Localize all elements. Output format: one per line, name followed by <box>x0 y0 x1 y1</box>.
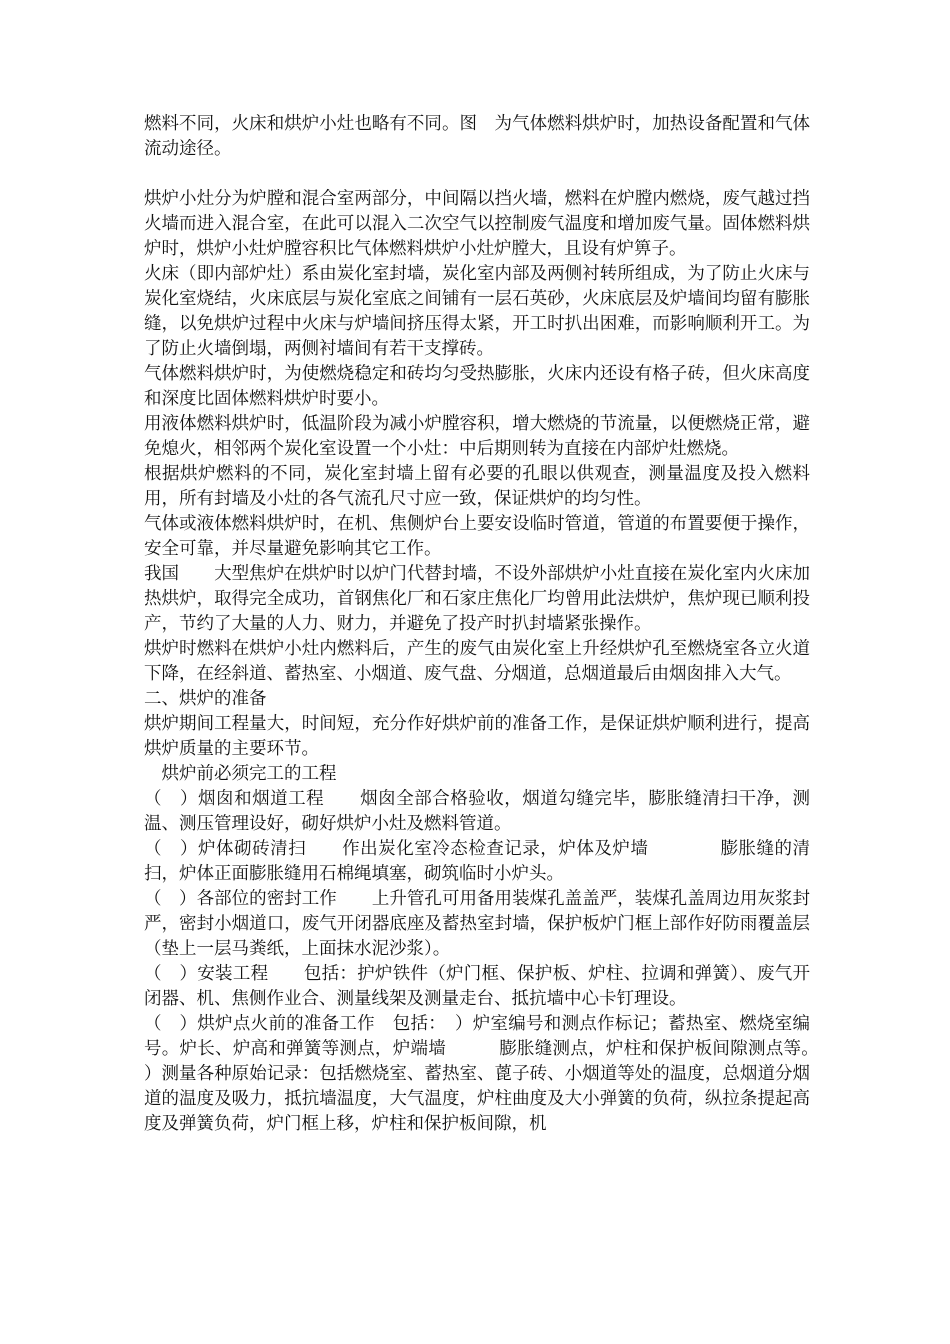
list-item-chimney-flue: （ ）烟囱和烟道工程 烟囱全部合格验收，烟道勾缝完毕，膨胀缝清扫干净，测温、测压管理设好，砌好烘炉小灶及燃料管道。 <box>144 789 810 834</box>
paragraph-spacer <box>144 162 810 187</box>
subheading-required-work: 烘炉前必须完工的工程 <box>144 764 337 784</box>
paragraph-domestic-practice: 我国 大型焦炉在烘炉时以炉门代替封墙，不设外部烘炉小灶直接在炭化室内火床加热烘炉，取得完全成功，首钢焦化厂和石家庄焦化厂均曾用此法烘炉，焦炉现已顺利投产，节约了大量的人力、财力，并避免了投产时扒封墙紧张操作。 <box>144 564 810 634</box>
list-item-sealing-work: （ ）各部位的密封工作 上升管孔可用备用装煤孔盖盖严，装煤孔盖周边用灰浆封严，密封小烟道口，废气开闭器底座及蓄热室封墙，保护板炉门框上部作好防雨覆盖层（垫上一层马粪纸，上面抹水泥沙浆）。 <box>144 889 810 959</box>
list-item-masonry-cleaning: （ ）炉体砌砖清扫 作出炭化室冷态检查记录，炉体及炉墙 膨胀缝的清扫，炉体正面膨胀缝用石棉绳填塞，砌筑临时小炉头。 <box>144 839 810 884</box>
paragraph-stove-structure: 烘炉小灶分为炉膛和混合室两部分，中间隔以挡火墙，燃料在炉膛内燃烧，废气越过挡火墙而进入混合室，在此可以混入二次空气以控制废气温度和增加废气量。固体燃料烘炉时，烘炉小灶炉膛容积比气体燃料烘炉小灶炉膛大，且设有炉箅子。 <box>144 189 810 259</box>
paragraph-preparation-intro: 烘炉期间工程量大，时间短，充分作好烘炉前的准备工作，是保证烘炉顺利进行，提高烘炉质量的主要环节。 <box>144 714 810 759</box>
document-body <box>144 112 828 1137</box>
list-item-ignition-preparation: （ ）烘炉点火前的准备工作 包括： ）炉室编号和测点作标记；蓄热室、燃烧室编号。炉长、炉高和弹簧等测点，炉端墙 膨胀缝测点，炉柱和保护板间隙测点等。 ）测量各种原始记录：包括燃烧室、蓄热室、蓖子砖、小烟道等处的温度，总烟道分烟道的温度及吸力，抵抗墙温度，大气温度，炉柱曲度及大小弹簧的负荷，纵拉条提起高度及弹簧负荷，炉门框上移，炉柱和保护板间隙，机 <box>144 1014 828 1134</box>
section-heading-preparation: 二、烘炉的准备 <box>144 689 267 709</box>
paragraph-waste-gas-path: 烘炉时燃料在烘炉小灶内燃料后，产生的废气由炭化室上升经烘炉孔至燃烧室各立火道下降，在经斜道、蓄热室、小烟道、废气盘、分烟道，总烟道最后由烟囱排入大气。 <box>144 639 810 684</box>
list-item-installation: （ ）安装工程 包括：护炉铁件（炉门框、保护板、炉柱、拉调和弹簧）、废气开闭器、机、焦侧作业合、测量线架及测量走台、抵抗墙中心卡钉理设。 <box>144 964 810 1009</box>
paragraph-seal-wall-holes: 根据烘炉燃料的不同，炭化室封墙上留有必要的孔眼以供观查，测量温度及投入燃料用，所有封墙及小灶的各气流孔尺寸应一致，保证烘炉的均匀性。 <box>144 464 810 509</box>
paragraph-fire-bed: 火床（即内部炉灶）系由炭化室封墙，炭化室内部及两侧衬转所组成，为了防止火床与炭化室烧结，火床底层与炭化室底之间铺有一层石英砂，火床底层及炉墙间均留有膨胀缝，以免烘炉过程中火床与炉墙间挤压得太紧，开工时扒出困难，而影响顺利开工。为了防止火墙倒塌，两侧衬墙间有若干支撑砖。 <box>144 264 810 359</box>
paragraph-temporary-pipes: 气体或液体燃料烘炉时，在机、焦侧炉台上要安设临时管道，管道的布置要便于操作，安全可靠，并尽量避免影响其它工作。 <box>144 514 810 559</box>
paragraph-gas-fuel: 气体燃料烘炉时，为使燃烧稳定和砖均匀受热膨胀，火床内还设有格子砖，但火床高度和深度比固体燃料烘炉时要小。 <box>144 364 810 409</box>
paragraph-fuel-differences: 燃料不同，火床和烘炉小灶也略有不同。图 为气体燃料烘炉时，加热设备配置和气体流动途径。 <box>144 114 810 159</box>
paragraph-liquid-fuel: 用液体燃料烘炉时，低温阶段为减小炉膛容积，增大燃烧的节流量，以便燃烧正常，避免熄火，相邻两个炭化室设置一个小灶：中后期则转为直接在内部炉灶燃烧。 <box>144 414 810 459</box>
